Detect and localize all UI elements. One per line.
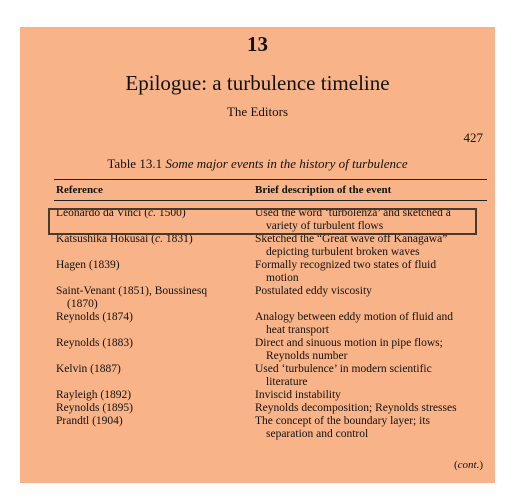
description-text: literature	[266, 376, 308, 388]
table-row	[20, 259, 495, 285]
description-text: motion	[266, 272, 299, 284]
column-header-reference: Reference	[56, 184, 103, 196]
reference-cell	[20, 233, 255, 259]
table-row	[20, 402, 495, 415]
reference-text: (1870)	[67, 298, 98, 310]
reference-text: Rayleigh (1892)	[56, 389, 132, 401]
description-text: depicting turbulent broken waves	[266, 246, 420, 258]
reference-cell	[20, 337, 255, 363]
description-cell	[255, 233, 487, 259]
description-text: Sketched the “Great wave off Kanagawa”	[255, 233, 448, 245]
description-cell	[255, 285, 487, 311]
reference-cell	[20, 311, 255, 337]
description-text: separation and control	[266, 428, 369, 440]
table-caption	[20, 156, 495, 172]
reference-text: Reynolds (1895)	[56, 402, 133, 414]
description-cell	[255, 389, 487, 402]
reference-cell	[20, 402, 255, 415]
table-header-rule	[54, 200, 487, 201]
chapter-author: The Editors	[226, 104, 288, 119]
chapter-title: Epilogue: a turbulence timeline	[125, 71, 390, 95]
description-text: Used the word ‘turbolenza’ and sketched a	[255, 207, 451, 219]
description-cell	[255, 402, 487, 415]
description-text: Formally recognized two states of fluid	[255, 259, 437, 271]
reference-text: Hagen (1839)	[56, 259, 120, 271]
chapter-number: 13	[247, 32, 268, 56]
book-page	[20, 27, 495, 483]
description-text: Reynolds number	[266, 350, 348, 362]
description-text: Postulated eddy viscosity	[255, 285, 372, 297]
reference-text: Reynolds (1883)	[56, 337, 133, 349]
table-row	[20, 363, 495, 389]
description-cell	[255, 337, 487, 363]
reference-cell	[20, 415, 255, 441]
description-text: variety of turbulent flows	[266, 220, 384, 232]
reference-cell	[20, 285, 255, 311]
description-cell	[255, 259, 487, 285]
description-cell	[255, 311, 487, 337]
description-cell	[255, 415, 487, 441]
description-cell	[255, 363, 487, 389]
reference-text: Reynolds (1874)	[56, 311, 133, 323]
table-title: Some major events in the history of turbulence	[165, 156, 408, 171]
table-row	[20, 337, 495, 363]
reference-text: Kelvin (1887)	[56, 363, 121, 375]
table-row	[20, 415, 495, 441]
description-text: heat transport	[266, 324, 329, 336]
table-row	[20, 311, 495, 337]
reference-cell	[20, 363, 255, 389]
highlight-box	[48, 208, 477, 235]
description-text: Reynolds decomposition; Reynolds stresses	[255, 402, 457, 414]
reference-text: Prandtl (1904)	[56, 415, 123, 427]
table-row	[20, 233, 495, 259]
page-number: 427	[463, 130, 483, 145]
continued-note: (cont.)	[453, 459, 483, 471]
description-text: The concept of the boundary layer; its	[255, 415, 430, 427]
reference-cell	[20, 259, 255, 285]
description-text: Analogy between eddy motion of fluid and	[255, 311, 454, 323]
reference-text: Katsushika Hokusai (c. 1831)	[56, 233, 193, 245]
table-top-rule	[54, 179, 487, 180]
continued-label: cont.	[457, 459, 480, 471]
table-body	[20, 207, 495, 441]
table-label: Table 13.1	[107, 156, 163, 171]
table-row	[20, 389, 495, 402]
reference-text: Leonardo da Vinci (c. 1500)	[56, 207, 186, 219]
column-header-description: Brief description of the event	[255, 184, 392, 196]
description-text: Used ‘turbulence’ in modern scientific	[255, 363, 432, 375]
reference-text: Saint-Venant (1851), Boussinesq	[56, 285, 208, 297]
description-text: Inviscid instability	[255, 389, 341, 401]
table-row	[20, 285, 495, 311]
reference-cell	[20, 389, 255, 402]
description-text: Direct and sinuous motion in pipe flows;	[255, 337, 443, 349]
